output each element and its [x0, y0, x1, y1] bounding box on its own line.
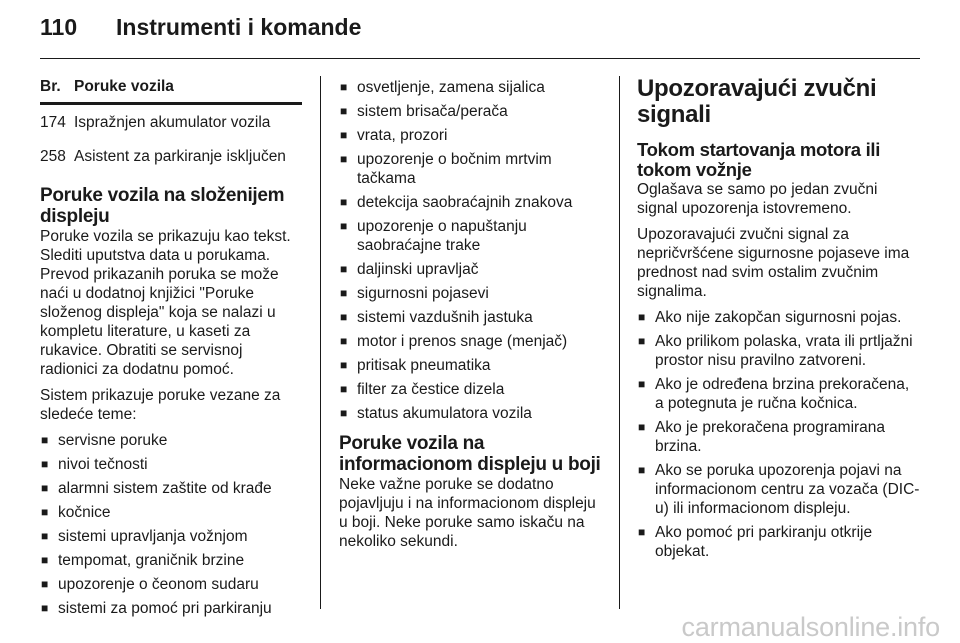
list-item: ■ motor i prenos snage (menjač)	[339, 332, 605, 351]
table-row	[40, 139, 302, 173]
topic-list	[40, 431, 304, 618]
list-item: ■ Ako nije zakopčan sigurnosni pojas.	[637, 308, 922, 327]
paragraph: Poruke vozila se prikazuju kao tekst. Slediti uputstva data u porukama. Prevod prikazanih poruka se može naći u dodatnoj knjižici "Poruke složenog displeja" koja se nalazi u kompletu literature, u kaseti za rukavice. Obratiti se servisnoj radionici za dodatnu pomoć.	[40, 228, 291, 378]
table-cell-number: 174	[40, 114, 66, 131]
column-divider	[320, 76, 321, 609]
list-item: ■ status akumulatora vozila	[339, 404, 605, 423]
list-item: ■ servisne poruke	[40, 431, 304, 450]
paragraph: Sistem prikazuje poruke vezane za sledeće teme:	[40, 387, 281, 423]
watermark: carmanualsonline.info	[681, 612, 940, 642]
column-middle	[339, 78, 605, 558]
list-item: ■ Ako je određena brzina prekoračena, a potegnuta je ručna kočnica.	[637, 375, 922, 413]
list-item: ■ sistem brisača/perača	[339, 102, 605, 121]
subsection-heading: Tokom startovanja motora ili tokom vožnje	[637, 139, 881, 180]
list-item: ■ pritisak pneumatika	[339, 356, 605, 375]
table-cell-message: Ispražnjen akumulator vozila	[74, 114, 271, 131]
list-item: ■ Ako pomoć pri parkiranju otkrije objekat.	[637, 523, 922, 561]
paragraph: Oglašava se samo po jedan zvučni signal upozorenja istovremeno.	[637, 181, 878, 217]
list-item: ■ sistemi za pomoć pri parkiranju	[40, 599, 304, 618]
list-item: ■ osvetljenje, zamena sijalica	[339, 78, 605, 97]
list-item: ■ kočnice	[40, 503, 304, 522]
table-cell-message: Asistent za parkiranje isključen	[74, 148, 286, 165]
list-item: ■ detekcija saobraćajnih znakova	[339, 193, 605, 212]
column-divider	[619, 76, 620, 609]
list-item: ■ nivoi tečnosti	[40, 455, 304, 474]
page-header	[40, 14, 920, 48]
table-header-number: Br.	[40, 70, 74, 104]
list-item: ■ sigurnosni pojasevi	[339, 284, 605, 303]
list-item: ■ Ako je prekoračena programirana brzina.	[637, 418, 922, 456]
page-title: Instrumenti i komande	[116, 14, 362, 40]
topic-list-continued	[339, 78, 605, 423]
section-heading: Poruke vozila na složenijem displeju	[40, 185, 285, 227]
table-row	[40, 104, 302, 140]
chapter-heading: Upozoravajući zvučni signali	[637, 75, 877, 128]
list-item: ■ filter za čestice dizela	[339, 380, 605, 399]
warning-list	[637, 308, 922, 561]
list-item: ■ alarmni sistem zaštite od krađe	[40, 479, 304, 498]
section-heading: Poruke vozila na informacionom displeju u boji	[339, 433, 601, 475]
list-item: ■ vrata, prozori	[339, 126, 605, 145]
paragraph: Upozoravajući zvučni signal za nepričvršćene sigurnosne pojaseve ima prednost nad svim ostalim zvučnim signalima.	[637, 226, 910, 300]
header-divider	[40, 58, 920, 59]
list-item: ■ upozorenje o bočnim mrtvim tačkama	[339, 150, 605, 188]
list-item: ■ upozorenje o čeonom sudaru	[40, 575, 304, 594]
list-item: ■ Ako se poruka upozorenja pojavi na informacionom centru za vozača (DIC-u) ili informacionom displeju.	[637, 461, 922, 518]
messages-table	[40, 70, 302, 173]
list-item: ■ Ako prilikom polaska, vrata ili prtljažni prostor nisu pravilno zatvoreni.	[637, 332, 922, 370]
list-item: ■ tempomat, graničnik brzine	[40, 551, 304, 570]
column-left	[40, 70, 304, 623]
list-item: ■ daljinski upravljač	[339, 260, 605, 279]
list-item: ■ sistemi vazdušnih jastuka	[339, 308, 605, 327]
table-header-message: Poruke vozila	[74, 70, 302, 104]
list-item: ■ sistemi upravljanja vožnjom	[40, 527, 304, 546]
paragraph: Neke važne poruke se dodatno pojavljuju i na informacionom displeju u boji. Neke poruke samo iskaču na nekoliko sekundi.	[339, 476, 596, 550]
table-header-row	[40, 70, 302, 104]
column-right	[637, 70, 922, 566]
page-number: 110	[40, 14, 78, 40]
list-item: ■ upozorenje o napuštanju saobraćajne trake	[339, 217, 605, 255]
table-cell-number: 258	[40, 148, 66, 165]
